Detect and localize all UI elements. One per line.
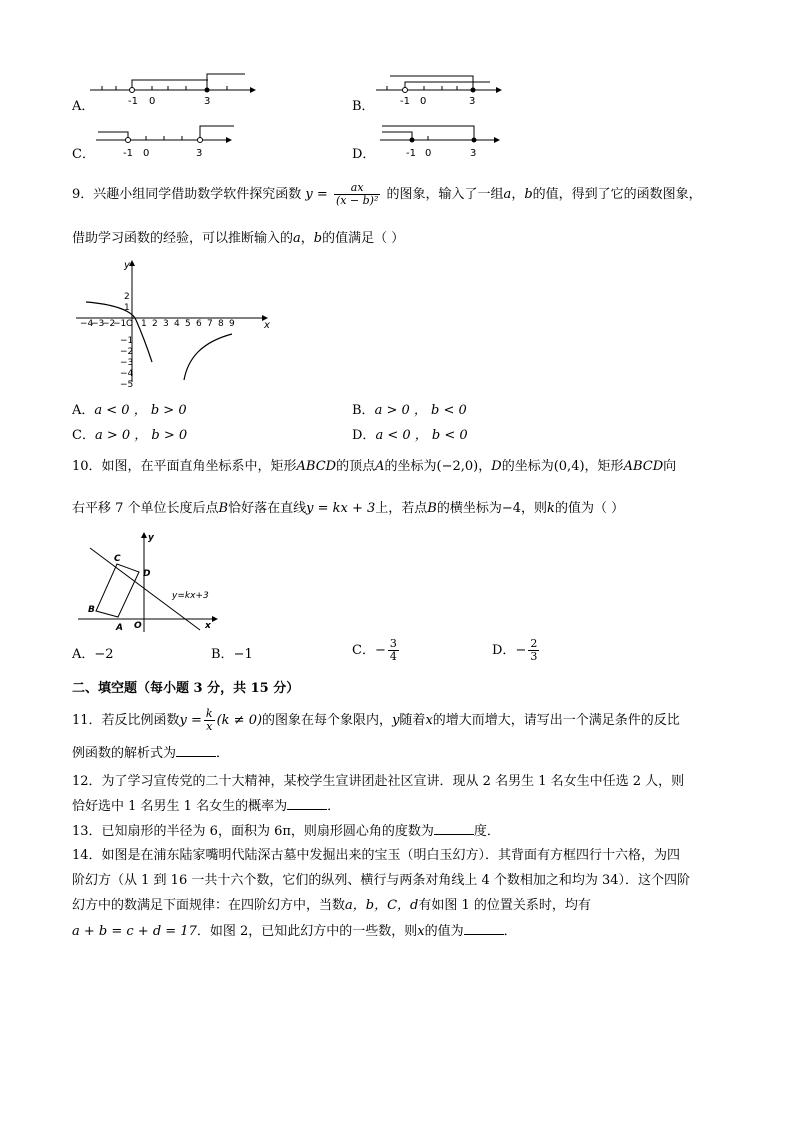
rectangle-abcd [96, 564, 139, 617]
svg-text:3: 3 [196, 148, 203, 159]
answer-blank[interactable] [287, 797, 327, 810]
q14-line2: 阶幻方（从 1 到 16 一共十六个数，它们的纵列、横行与两条对角线上 4 个数相加之和均为 34）．这个四阶 [72, 873, 691, 888]
q9-option-c: C．a > 0 ， b > 0 [72, 428, 188, 443]
curve-right-branch [184, 334, 232, 380]
svg-text:O: O [126, 319, 134, 329]
q13-line: 13．已知扇形的半径为 6，面积为 6π，则扇形圆心角的度数为 度． [72, 824, 500, 839]
answer-blank[interactable] [176, 744, 216, 757]
q10-option-b: B．−1 [211, 647, 253, 662]
svg-text:4: 4 [174, 319, 180, 329]
svg-text:8: 8 [218, 319, 224, 329]
svg-text:−4: −4 [80, 319, 94, 329]
svg-text:−4: −4 [120, 369, 134, 379]
q11-line2: 例函数的解析式为 ． [72, 746, 230, 761]
svg-text:3: 3 [163, 319, 169, 329]
line-kx3 [90, 548, 200, 630]
option-a-letter: A． [72, 99, 95, 114]
number-line-b [372, 68, 512, 110]
svg-text:2: 2 [152, 319, 158, 329]
option-c-letter: C． [72, 147, 95, 162]
y-axis-label: y [124, 260, 130, 271]
svg-text:-1: -1 [406, 148, 416, 159]
svg-text:2: 2 [124, 292, 130, 302]
svg-text:9: 9 [229, 319, 235, 329]
svg-text:-1: -1 [400, 96, 410, 107]
tick-neg1: -1 [128, 96, 138, 107]
q9-function-graph [72, 258, 272, 388]
svg-text:y=kx+3: y=kx+3 [172, 591, 209, 601]
q14-line3: 幻方中的数满足下面规律：在四阶幻方中，当数a，b，C，d有如图 1 的位置关系时，均有 [72, 898, 591, 913]
q14-line1: 14．如图是在浦东陆家嘴明代陆深古墓中发掘出来的宝玉（明白玉幻方）．其背面有方框四行十六格，为四 [72, 848, 681, 863]
number-line-d [378, 122, 508, 162]
svg-text:6: 6 [196, 319, 202, 329]
svg-text:D: D [143, 569, 151, 579]
q14-line4: a + b = c + d = 17．如图 2，已知此幻方中的一些数，则x的值为 ． [72, 924, 517, 939]
tick-0: 0 [149, 96, 156, 107]
x-axis-label: x [264, 320, 270, 331]
svg-text:0: 0 [143, 148, 150, 159]
q10-option-a: A．−2 [72, 647, 114, 662]
q9-line2: 借助学习函数的经验，可以推断输入的a，b的值满足（ ） [72, 231, 405, 246]
q10-figure [72, 530, 222, 635]
q9-option-d: D．a < 0 ， b < 0 [352, 428, 468, 443]
q10-option-d: D．− $\frac{2}{3}$ [492, 637, 538, 663]
section-heading: 二、填空题（每小题 3 分，共 15 分） [72, 681, 300, 696]
svg-text:−1: −1 [113, 319, 127, 329]
q11-line1: 11．若反比例函数y = $\frac{k}{x}$ (k ≠ 0)的图象在每个象限内，y随着x的增大而增大，请写出一个满足条件的反比 [72, 707, 680, 733]
svg-text:1: 1 [141, 319, 147, 329]
svg-text:x: x [205, 621, 211, 631]
tick-3: 3 [204, 96, 211, 107]
q12-line1: 12．为了学习宣传党的二十大精神，某校学生宣讲团赴社区宣讲．现从 2 名男生 1 名女生中任选 2 人，则 [72, 774, 685, 789]
q9-option-b: B．a > 0 ， b < 0 [352, 403, 467, 418]
svg-text:B: B [88, 605, 95, 615]
curve-left-branch [86, 302, 152, 362]
number-line-c [94, 122, 244, 162]
svg-text:A: A [116, 623, 123, 633]
q10-option-c: C．− $\frac{3}{4}$ [352, 637, 397, 663]
svg-text:C: C [114, 554, 121, 564]
svg-text:−5: −5 [120, 380, 134, 388]
q10-line1: 10．如图，在平面直角坐标系中，矩形ABCD的顶点A的坐标为(−2,0)，D的坐标为(0,4)，矩形ABCD向 [72, 459, 677, 474]
svg-text:1: 1 [124, 303, 130, 313]
number-line-a [90, 68, 260, 110]
svg-text:0: 0 [425, 148, 432, 159]
svg-text:5: 5 [185, 319, 191, 329]
svg-text:−2: −2 [120, 347, 134, 357]
svg-text:−3: −3 [91, 319, 105, 329]
svg-text:3: 3 [469, 96, 476, 107]
svg-text:y: y [148, 533, 154, 543]
svg-text:-1: -1 [123, 148, 133, 159]
svg-text:3: 3 [470, 148, 477, 159]
q10-line2: 右平移 7 个单位长度后点B恰好落在直线y = kx + 3上，若点B的横坐标为−4，则k的值为（ ） [72, 501, 625, 516]
svg-text:−2: −2 [102, 319, 116, 329]
option-b-letter: B． [352, 99, 375, 114]
answer-blank[interactable] [464, 922, 504, 935]
svg-text:−1: −1 [120, 336, 134, 346]
svg-text:0: 0 [420, 96, 427, 107]
q9-line1: 9．兴趣小组同学借助数学软件探究函数 y = $\frac{ax}{\text{(x − b)²}}$ 的图象，输入了一组a，b的值，得到了它的函数图象， [72, 181, 702, 207]
q9-option-a: A．a < 0 ， b > 0 [72, 403, 187, 418]
svg-text:−3: −3 [120, 358, 134, 368]
svg-text:O: O [134, 621, 142, 631]
svg-text:7: 7 [207, 319, 213, 329]
option-d-letter: D． [352, 147, 376, 162]
answer-blank[interactable] [434, 822, 474, 835]
q12-line2: 恰好选中 1 名男生 1 名女生的概率为 ． [72, 799, 341, 814]
